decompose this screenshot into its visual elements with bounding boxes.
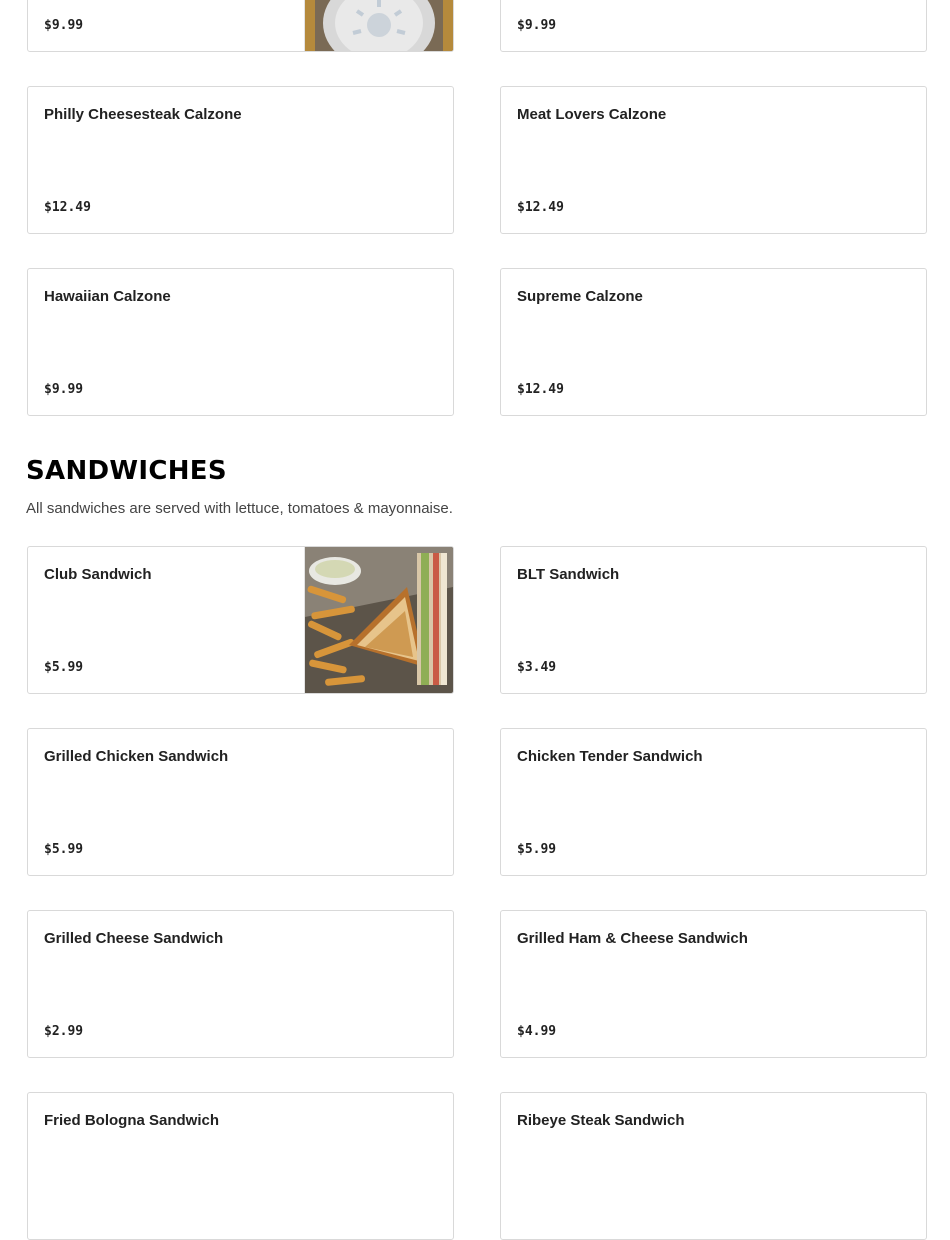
menu-item-name: BLT Sandwich (517, 566, 620, 583)
menu-item-name: Grilled Cheese Sandwich (44, 930, 224, 947)
menu-item-name: Ribeye Steak Sandwich (517, 1112, 685, 1129)
menu-item-price: $5.99 (517, 842, 557, 857)
menu-item-name: Philly Cheesesteak Calzone (44, 106, 242, 123)
menu-item-photo (304, 0, 453, 52)
menu-item-price: $2.99 (44, 1024, 84, 1039)
menu-item-card[interactable] (500, 1092, 927, 1240)
menu-item-photo (304, 547, 453, 694)
menu-item-name: Fried Bologna Sandwich (44, 1112, 220, 1129)
section-description: All sandwiches are served with lettuce, tomatoes & mayonnaise. (26, 500, 453, 517)
menu-item-price: $12.49 (517, 200, 564, 215)
menu-item-card[interactable] (27, 268, 454, 416)
menu-item-price: $3.49 (517, 660, 557, 675)
menu-item-card[interactable] (500, 728, 927, 876)
menu-item-card[interactable] (27, 546, 454, 694)
menu-item-card[interactable] (27, 910, 454, 1058)
menu-item-card[interactable] (500, 910, 927, 1058)
menu-item-price: $5.99 (44, 660, 84, 675)
menu-item-card[interactable] (27, 0, 454, 52)
section-title: SANDWICHES (26, 456, 227, 486)
menu-item-card[interactable] (500, 546, 927, 694)
menu-item-card[interactable] (27, 1092, 454, 1240)
menu-item-price: $12.49 (44, 200, 91, 215)
menu-item-name: Chicken Tender Sandwich (517, 748, 703, 765)
menu-item-name: Hawaiian Calzone (44, 288, 171, 305)
menu-item-name: Supreme Calzone (517, 288, 643, 305)
menu-item-price: $9.99 (44, 18, 84, 33)
menu-item-price: $9.99 (44, 382, 84, 397)
menu-item-card[interactable] (500, 0, 927, 52)
menu-item-name: Club Sandwich (44, 566, 152, 583)
menu-item-price: $4.99 (517, 1024, 557, 1039)
menu-item-card[interactable] (27, 728, 454, 876)
menu-item-card[interactable] (500, 268, 927, 416)
menu-item-price: $5.99 (44, 842, 84, 857)
menu-item-card[interactable] (27, 86, 454, 234)
menu-item-name: Meat Lovers Calzone (517, 106, 667, 123)
menu-item-price: $12.49 (517, 382, 564, 397)
menu-item-card[interactable] (500, 86, 927, 234)
menu-item-price: $9.99 (517, 18, 557, 33)
menu-item-name: Grilled Ham & Cheese Sandwich (517, 930, 748, 947)
menu-item-name: Grilled Chicken Sandwich (44, 748, 229, 765)
